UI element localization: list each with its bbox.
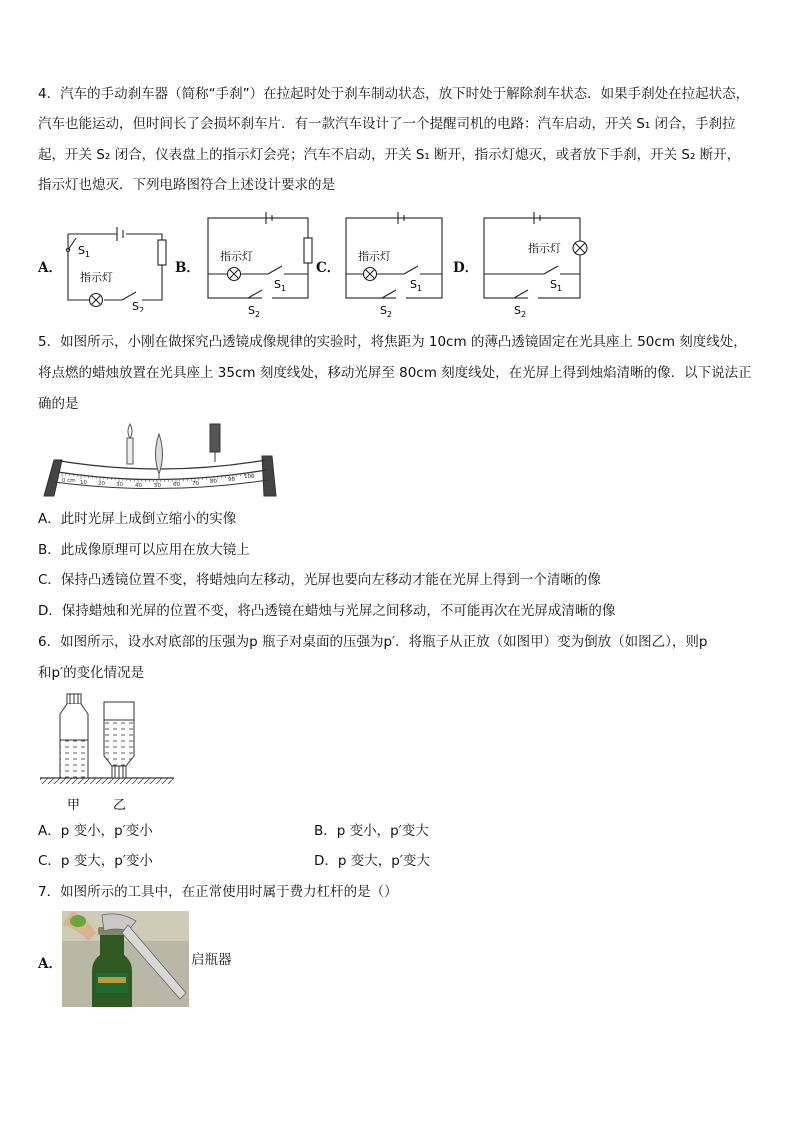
q5-option-a[interactable]: A．此时光屏上成倒立缩小的实像: [38, 511, 237, 527]
q4-option-a-label[interactable]: A．: [38, 260, 62, 276]
indicator-lamp-label: 指示灯: [528, 242, 561, 255]
q5-line-1: 5．如图所示，小刚在做探究凸透镜成像规律的实验时，将焦距为 10cm 的薄凸透镜固定在光具座上 50cm 刻度线处，: [38, 334, 747, 350]
circuit-diagram-b: [202, 210, 324, 318]
svg-text:S2: $S_2$: [380, 304, 393, 318]
svg-text:S1: $S_1$: [78, 244, 91, 259]
q5-option-c[interactable]: C．保持凸透镜位置不变，将蜡烛向左移动，光屏也要向左移动才能在光屏上得到一个清晰的像: [38, 572, 601, 588]
q6-option-b[interactable]: B．p 变小，p′变大: [314, 823, 429, 839]
switch-s2-label: S: [132, 300, 139, 312]
q6-option-c[interactable]: C．p 变大，p′变小: [38, 853, 153, 869]
ruler-tick-label-100: 100: [244, 474, 255, 480]
q5-line-2: 将点燃的蜡烛放置在光具座上 35cm 刻度线处，移动光屏至 80cm 刻度线处，在光屏上得到烛焰清晰的像．以下说法正: [38, 365, 752, 381]
svg-text:S1: $S_1$: [550, 278, 563, 293]
q4-option-d-label[interactable]: D．: [453, 260, 479, 276]
indicator-lamp-label: 指示灯: [358, 250, 391, 263]
q5-option-d[interactable]: D．保持蜡烛和光屏的位置不变，将凸透镜在蜡烛与光屏之间移动，不可能再次在光屏成清晰的像: [38, 603, 616, 619]
q7-option-a-label[interactable]: A．: [38, 956, 62, 972]
q5-option-b[interactable]: B．此成像原理可以应用在放大镜上: [38, 542, 250, 558]
bottle-label-jia: 甲: [67, 798, 81, 813]
bottle-opener-photo: [62, 911, 189, 1007]
ruler-tick-label-40: 40: [135, 483, 142, 489]
bottle-figure: [40, 690, 180, 815]
q4-line-3: 起，开关 S₂ 闭合，仪表盘上的指示灯会亮；汽车不启动，开关 S₁ 断开，指示灯熄灭，或者放下手刹，开关 S₂ 断开，: [38, 147, 741, 163]
ruler-tick-label-90: 90: [228, 477, 235, 483]
indicator-lamp-label: 指示灯: [80, 271, 113, 284]
ruler-tick-label-70: 70: [192, 481, 199, 487]
svg-text:S2: $S_2$: [514, 304, 527, 318]
q4-line-2: 汽车也能运动，但时间长了会损坏刹车片．有一款汽车设计了一个提醒司机的电路：汽车启动，开关 S₁ 闭合，手刹拉: [38, 116, 736, 132]
q6-line-1: 6．如图所示，设水对底部的压强为p 瓶子对桌面的压强为p′．将瓶子从正放（如图甲）变为倒放（如图乙），则p: [38, 634, 708, 650]
optical-bench-figure: [40, 420, 280, 500]
bottle-upright: [60, 694, 88, 778]
circuit-diagram-d: [478, 210, 598, 318]
q7-option-a-caption: 启瓶器: [191, 952, 232, 968]
q4-line-1: 4．汽车的手动刹车器（简称“手刹”）在拉起时处于刹车制动状态，放下时处于解除刹车状态．如果手刹处在拉起状态，: [38, 86, 750, 102]
ruler-tick-label-30: 30: [116, 482, 123, 488]
circuit-diagram-c: [340, 210, 450, 318]
convex-lens: [156, 434, 163, 480]
switch-s1-label: S: [78, 244, 85, 257]
ruler-tick-label-10: 10: [80, 480, 87, 486]
q5-line-3: 确的是: [38, 396, 79, 412]
q7-line: 7．如图所示的工具中，在正常使用时属于费力杠杆的是（）: [38, 884, 398, 900]
svg-text:S2: $S_2$: [248, 304, 261, 318]
svg-text:S1: $S_1$: [410, 278, 423, 293]
q6-option-d[interactable]: D．p 变大，p′变大: [314, 853, 430, 869]
ruler-tick-label-60: 60: [173, 482, 180, 488]
light-screen: [210, 424, 220, 462]
bottle-inverted: [104, 702, 134, 778]
q4-line-4: 指示灯也熄灭．下列电路图符合上述设计要求的是: [38, 177, 335, 193]
svg-text:S2: $S_2$: [132, 300, 145, 312]
candle: [127, 424, 133, 464]
q6-line-2: 和p′的变化情况是: [38, 665, 145, 681]
ruler-tick-label-0: 0 cm: [62, 478, 76, 484]
svg-text:S1: $S_1$: [274, 278, 287, 293]
q4-option-c-label[interactable]: C．: [316, 260, 341, 276]
q6-option-a[interactable]: A．p 变小，p′变小: [38, 823, 153, 839]
ruler-tick-label-50: 50: [154, 483, 161, 489]
bottle-label-yi: 乙: [113, 798, 127, 813]
q4-option-b-label[interactable]: B．: [175, 260, 200, 276]
indicator-lamp-label: 指示灯: [220, 250, 253, 263]
ruler-tick-label-80: 80: [210, 479, 217, 485]
ruler-tick-label-20: 20: [98, 481, 105, 487]
circuit-diagram-a: [62, 212, 182, 312]
